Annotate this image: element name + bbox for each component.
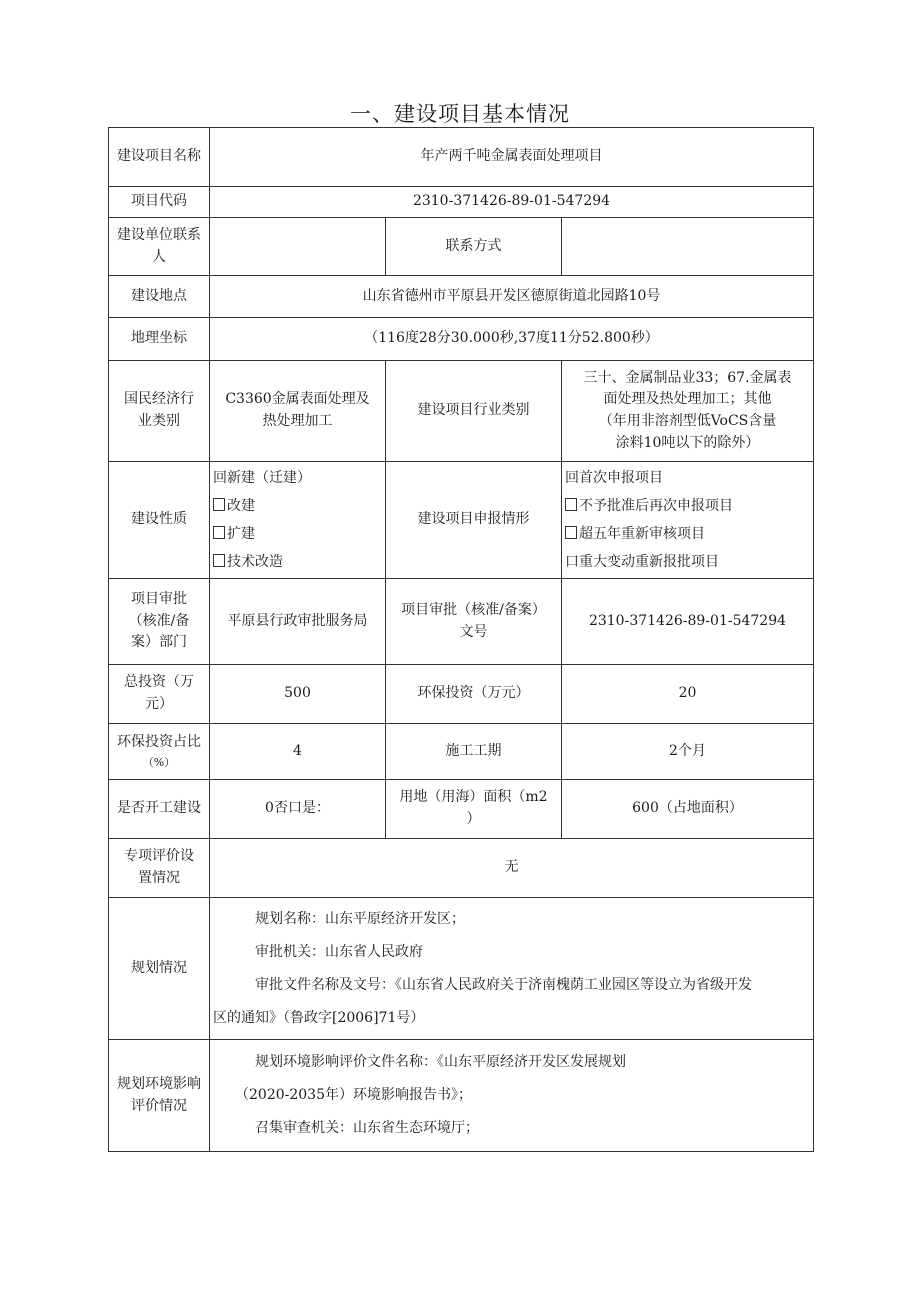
row-project-name bbox=[109, 128, 814, 187]
value-env-investment: 20 bbox=[562, 665, 814, 724]
label-area-line: 用地（用海）面积（m2 bbox=[399, 789, 548, 806]
value-env-ratio: 4 bbox=[210, 724, 386, 780]
row-special bbox=[109, 839, 814, 898]
option-major-change[interactable]: 口重大变动重新报批项目 bbox=[565, 554, 719, 570]
planning-line: 规划名称：山东平原经济开发区； bbox=[255, 910, 465, 927]
option-tech-upgrade[interactable]: 技术改造 bbox=[213, 548, 382, 576]
checkbox-icon bbox=[213, 498, 225, 511]
row-industry bbox=[109, 361, 814, 462]
nature-options bbox=[210, 462, 386, 579]
value-approval-doc: 2310-371426-89-01-547294 bbox=[562, 579, 814, 665]
label-contact-person: 建设单位联系人 bbox=[109, 218, 210, 276]
value-special-eval: 无 bbox=[210, 839, 814, 898]
label-approval-doc bbox=[386, 579, 562, 665]
row-planning bbox=[109, 898, 814, 1040]
label-approval-dept bbox=[109, 579, 210, 665]
value-contact-person bbox=[210, 218, 386, 276]
label-investment-line: 总投资（万 bbox=[124, 674, 194, 691]
value-started: 0否口是： bbox=[210, 780, 386, 839]
label-env-ratio bbox=[109, 724, 210, 780]
row-contact bbox=[109, 218, 814, 276]
checkbox-icon bbox=[565, 498, 577, 511]
label-coords: 地理坐标 bbox=[109, 318, 210, 361]
label-project-code: 项目代码 bbox=[109, 187, 210, 218]
label-plan-env-line: 评价情况 bbox=[131, 1097, 187, 1114]
planning-line: 审批机关：山东省人民政府 bbox=[255, 943, 423, 960]
page-title: 一、建设项目基本情况 bbox=[350, 102, 570, 126]
planning-line: 审批文件名称及文号：《山东省人民政府关于济南槐荫工业园区等设立为省级开发 bbox=[255, 976, 752, 993]
row-approval bbox=[109, 579, 814, 665]
label-area-line: ） bbox=[466, 811, 481, 827]
row-ratio bbox=[109, 724, 814, 780]
label-planning: 规划情况 bbox=[109, 898, 210, 1040]
label-ratio-line: （%） bbox=[142, 755, 176, 769]
label-env-investment: 环保投资（万元） bbox=[386, 665, 562, 724]
row-plan-env bbox=[109, 1040, 814, 1152]
label-approval-doc-line: 项目审批（核准/备案） bbox=[401, 601, 546, 618]
label-land-area bbox=[386, 780, 562, 839]
label-industry bbox=[109, 361, 210, 462]
option-five-year-review[interactable]: 超五年重新审核项目 bbox=[565, 520, 810, 548]
label-plan-env-line: 规划环境影响 bbox=[117, 1075, 201, 1092]
label-industry-line: 业类别 bbox=[138, 413, 180, 429]
option-resubmit[interactable]: 不予批准后再次申报项目 bbox=[565, 492, 810, 520]
label-category: 建设项目行业类别 bbox=[386, 361, 562, 462]
row-nature bbox=[109, 462, 814, 579]
label-special-line: 专项评价设 bbox=[124, 848, 194, 865]
checkbox-icon bbox=[565, 526, 577, 539]
category-line: （年用非溶剂型低VoCS含量 bbox=[598, 413, 777, 429]
project-info-table bbox=[108, 127, 814, 1152]
label-construction-period: 施工工期 bbox=[386, 724, 562, 780]
row-started bbox=[109, 780, 814, 839]
label-report-type: 建设项目申报情形 bbox=[386, 462, 562, 579]
label-plan-env bbox=[109, 1040, 210, 1152]
label-nature: 建设性质 bbox=[109, 462, 210, 579]
checkbox-icon bbox=[213, 554, 225, 567]
label-industry-line: 国民经济行 bbox=[124, 391, 194, 408]
option-expand[interactable]: 扩建 bbox=[213, 520, 382, 548]
label-ratio-line: 环保投资占比 bbox=[117, 734, 201, 751]
value-coords: （116度28分30.000秒,37度11分52.800秒） bbox=[210, 318, 814, 361]
value-land-area: 600（占地面积） bbox=[562, 780, 814, 839]
option-new-build[interactable]: 回新建（迁建） bbox=[213, 470, 311, 486]
option-first-report[interactable]: 回首次申报项目 bbox=[565, 470, 663, 486]
value-project-name: 年产两千吨金属表面处理项目 bbox=[210, 128, 814, 187]
label-investment-line: 元） bbox=[145, 696, 173, 712]
label-approval-line: 案）部门 bbox=[131, 634, 187, 651]
label-approval-line: （核准/备 bbox=[128, 612, 190, 629]
plan-env-line: 规划环境影响评价文件名称：《山东平原经济开发区发展规划 bbox=[255, 1054, 626, 1070]
row-coords bbox=[109, 318, 814, 361]
value-contact-method bbox=[562, 218, 814, 276]
value-approval-dept: 平原县行政审批服务局 bbox=[210, 579, 386, 665]
row-location bbox=[109, 276, 814, 318]
label-approval-line: 项目审批 bbox=[131, 590, 187, 607]
planning-line: 区的通知》（鲁政字[2006]71号） bbox=[213, 1009, 425, 1026]
value-construction-period: 2个月 bbox=[562, 724, 814, 780]
value-plan-env bbox=[210, 1040, 814, 1152]
label-started: 是否开工建设 bbox=[109, 780, 210, 839]
label-approval-doc-line: 文号 bbox=[459, 623, 488, 640]
label-location: 建设地点 bbox=[109, 276, 210, 318]
category-line: 面处理及热处理加工；其他 bbox=[603, 391, 772, 408]
label-contact-method: 联系方式 bbox=[386, 218, 562, 276]
report-options bbox=[562, 462, 814, 579]
value-industry-line: 热处理加工 bbox=[262, 413, 333, 429]
category-line: 涂料10吨以下的除外） bbox=[615, 434, 760, 451]
checkbox-icon bbox=[213, 526, 225, 539]
label-project-name: 建设项目名称 bbox=[109, 128, 210, 187]
row-project-code bbox=[109, 187, 814, 218]
value-investment: 500 bbox=[210, 665, 386, 724]
value-category bbox=[562, 361, 814, 462]
plan-env-line: 召集审查机关：山东省生态环境厅； bbox=[255, 1120, 479, 1136]
value-industry bbox=[210, 361, 386, 462]
label-special-line: 置情况 bbox=[138, 870, 180, 886]
value-location: 山东省德州市平原县开发区德原街道北园路10号 bbox=[210, 276, 814, 318]
category-line: 三十、金属制品业33；67.金属表 bbox=[583, 369, 792, 386]
value-project-code: 2310-371426-89-01-547294 bbox=[210, 187, 814, 218]
label-investment bbox=[109, 665, 210, 724]
option-rebuild[interactable]: 改建 bbox=[213, 492, 382, 520]
value-industry-line: C3360金属表面处理及 bbox=[225, 391, 370, 408]
plan-env-line: （2020-2035年）环境影响报告书》； bbox=[235, 1087, 472, 1103]
row-investment bbox=[109, 665, 814, 724]
label-special-eval bbox=[109, 839, 210, 898]
value-planning bbox=[210, 898, 814, 1040]
